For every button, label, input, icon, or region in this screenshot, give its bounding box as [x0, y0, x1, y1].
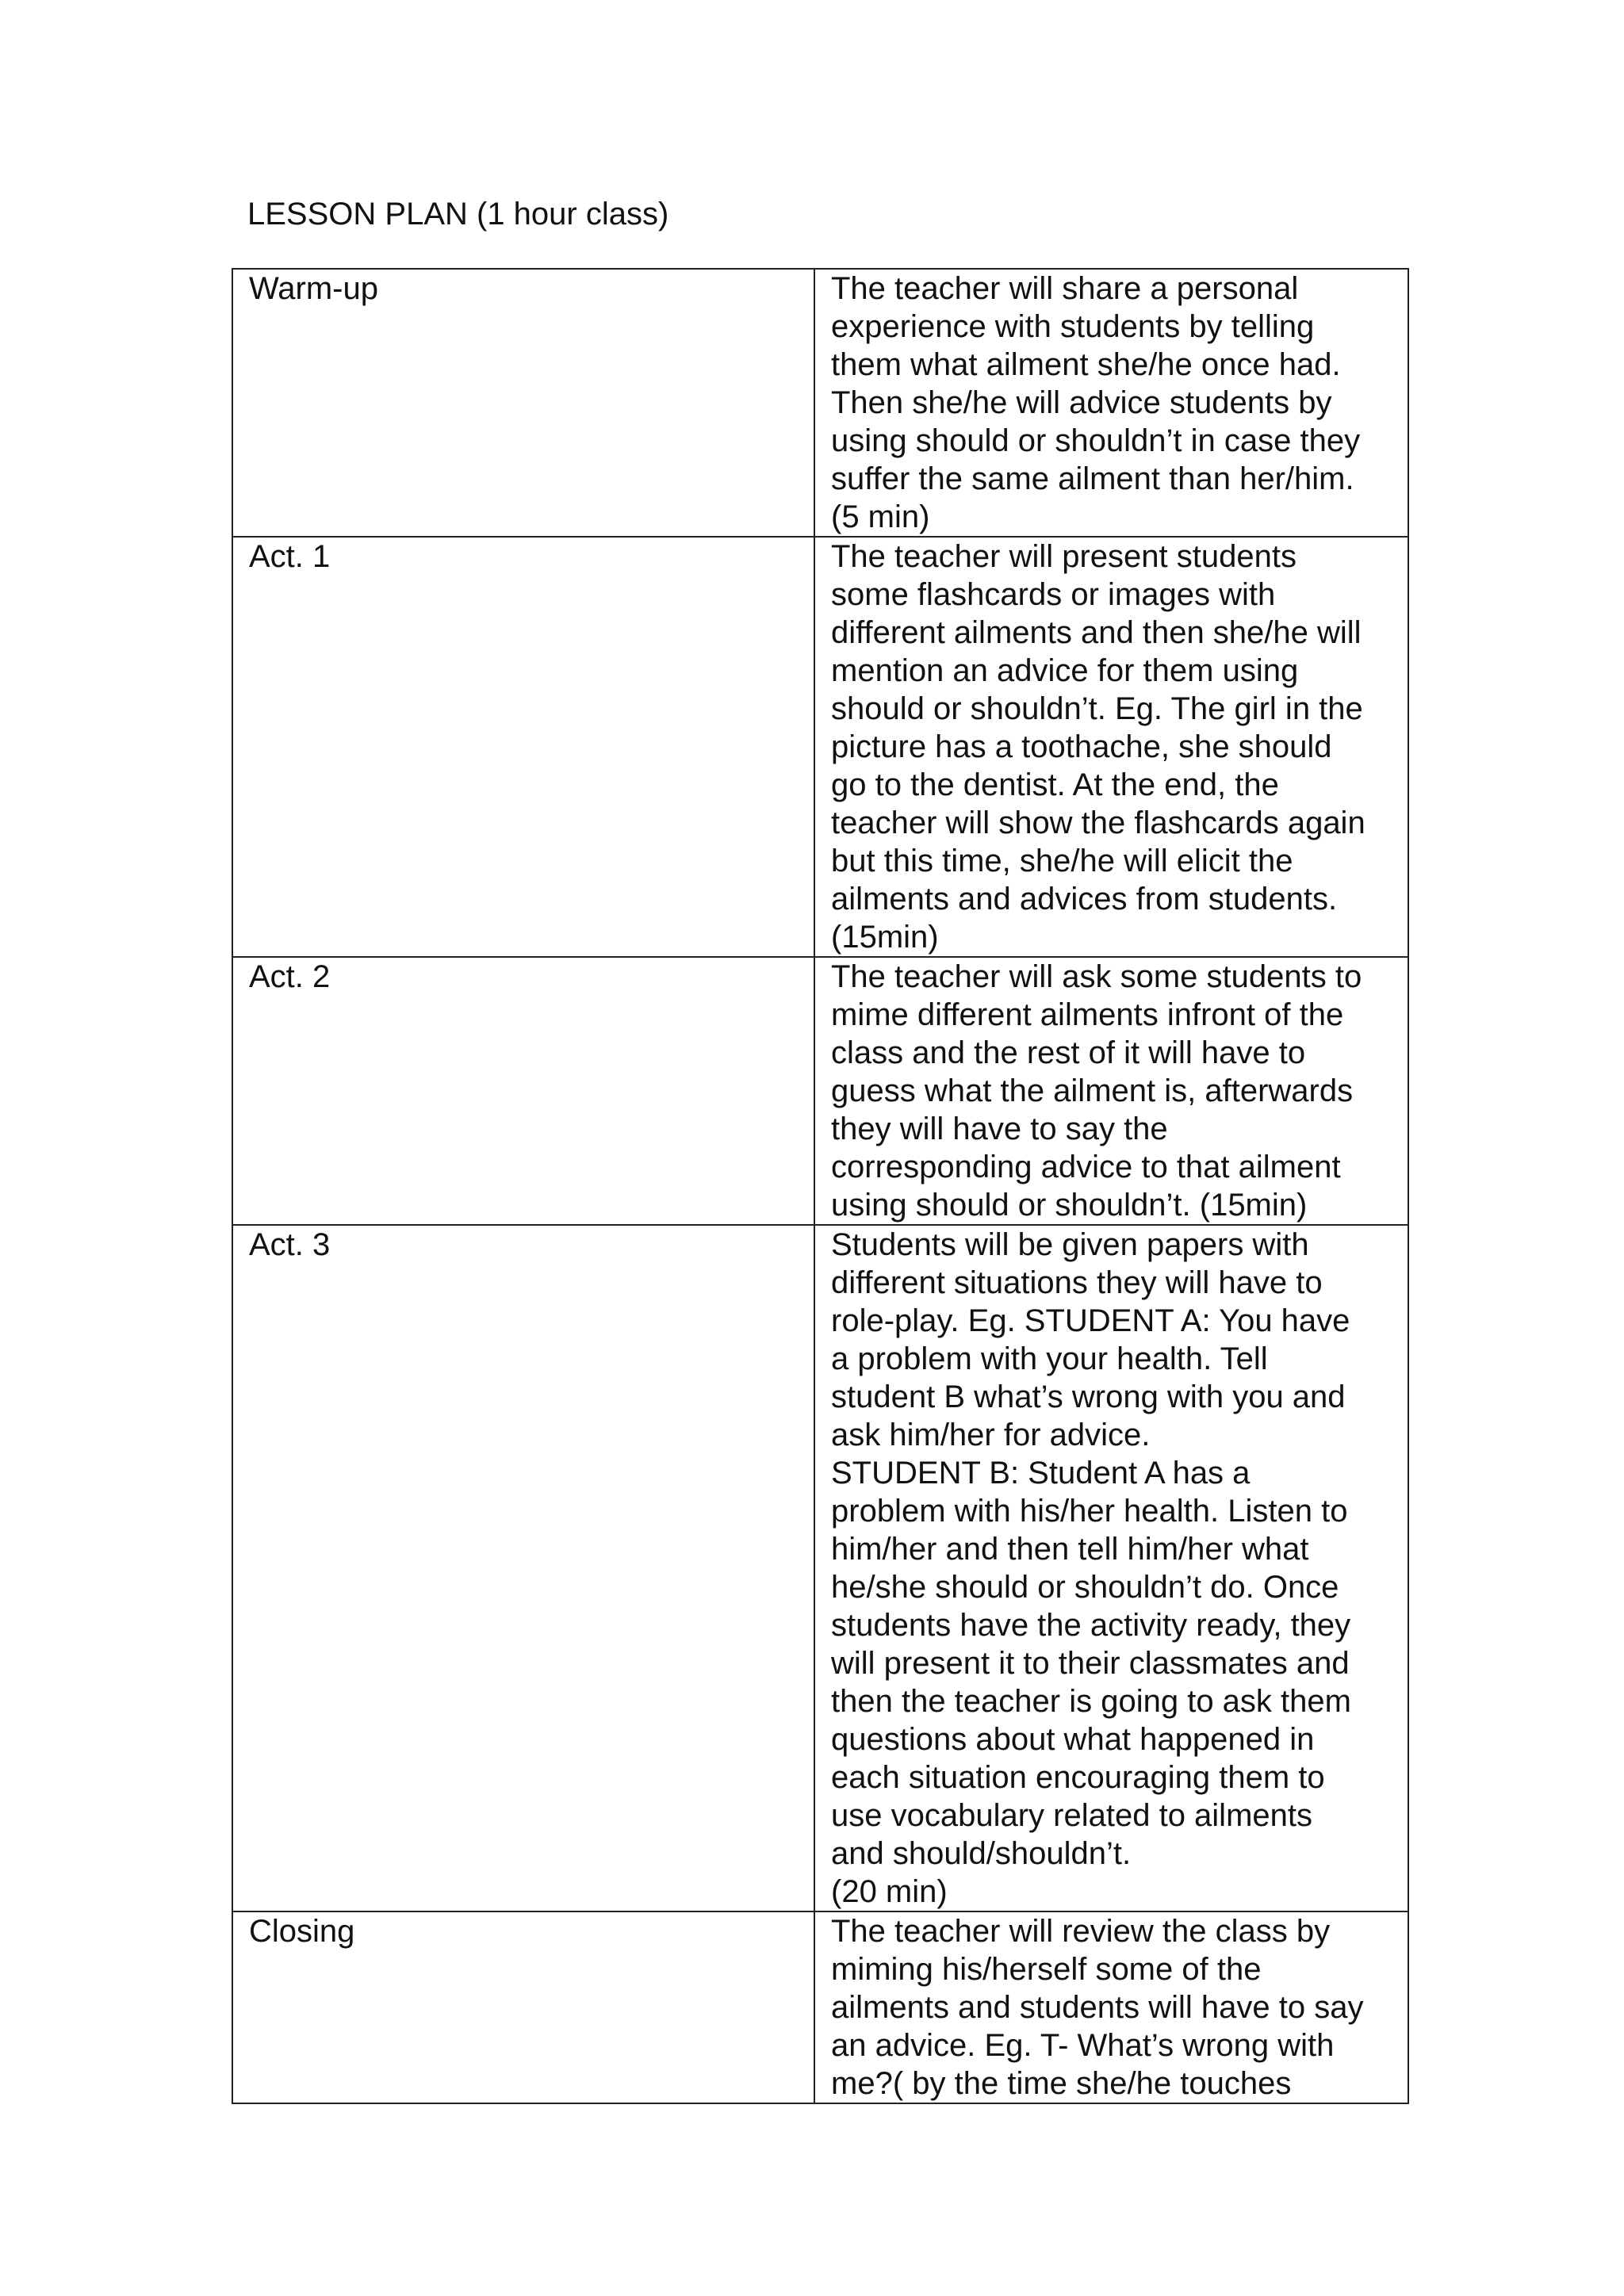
stage-cell: Closing: [232, 1911, 814, 2103]
description-cell: The teacher will review the class by miming his/herself some of the ailments and students will have to say an advice. Eg. T- What’s wrong with me?( by the time she/he touches: [814, 1911, 1408, 2103]
description-cell: Students will be given papers with different situations they will have to role-play. Eg. STUDENT A: You have a problem with your health. Tell student B what’s wrong with you and ask him/her for advice. STUDENT B: Student A has a problem with his/her health. Listen to him/her and then tell him/her what he/she should or shouldn’t do. Once students have the activity ready, they will present it to their classmates and then the teacher is going to ask them questions about what happened in each situation encouraging them to use vocabulary related to ailments and should/shouldn’t. (20 min): [814, 1225, 1408, 1911]
description-cell: The teacher will share a personal experience with students by telling them what ailment she/he once had. Then she/he will advice students by using should or shouldn’t in case they suffer the same ailment than her/him. (5 min): [814, 269, 1408, 537]
description-cell: The teacher will present students some flashcards or images with different ailments and then she/he will mention an advice for them using should or shouldn’t. Eg. The girl in the picture has a toothache, she should go to the dentist. At the end, the teacher will show the flashcards again but this time, she/he will elicit the ailments and advices from students. (15min): [814, 537, 1408, 957]
lesson-plan-table: [232, 268, 1409, 2104]
table-row: [232, 537, 1408, 957]
table-row: [232, 269, 1408, 537]
table-row: [232, 957, 1408, 1225]
page-title: LESSON PLAN (1 hour class): [247, 197, 669, 232]
stage-cell: Act. 2: [232, 957, 814, 1225]
table-row: [232, 1911, 1408, 2103]
description-cell: The teacher will ask some students to mime different ailments infront of the class and the rest of it will have to guess what the ailment is, afterwards they will have to say the corresponding advice to that ailment using should or shouldn’t. (15min): [814, 957, 1408, 1225]
stage-cell: Act. 3: [232, 1225, 814, 1911]
table-row: [232, 1225, 1408, 1911]
stage-cell: Act. 1: [232, 537, 814, 957]
stage-cell: Warm-up: [232, 269, 814, 537]
